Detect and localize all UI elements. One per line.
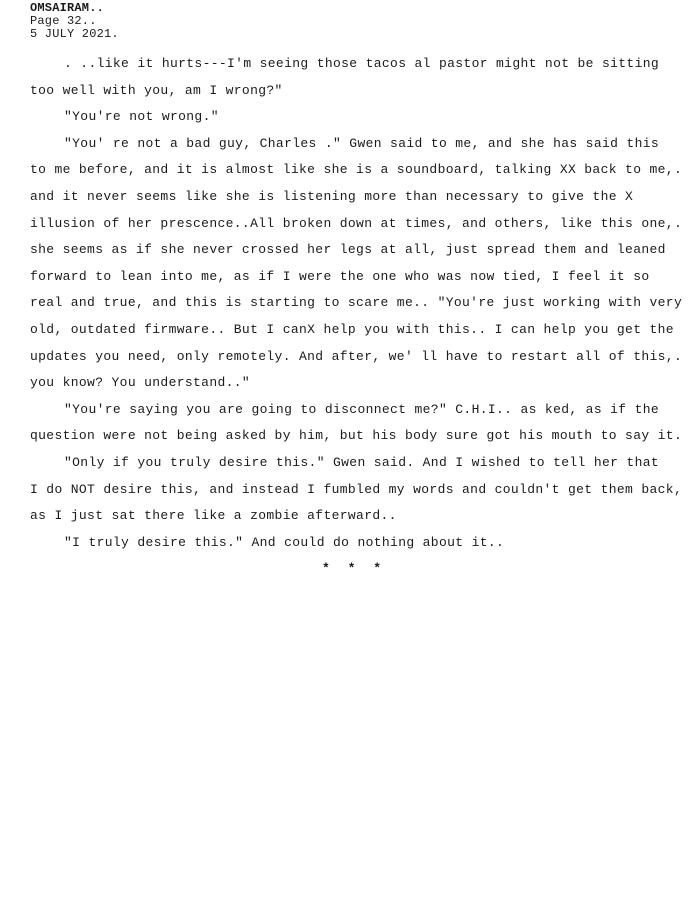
page-number: Page 32.. <box>30 14 97 28</box>
text-line: illusion of her prescence..All broken down at times, and others, like this one,. <box>30 215 683 231</box>
section-separator: * * * <box>322 561 387 577</box>
text-line: as I just sat there like a zombie afterward.. <box>30 508 397 524</box>
text-line: "I truly desire this." And could do nothing about it.. <box>64 534 505 550</box>
page-header <box>30 2 119 41</box>
text-line: question were not being asked by him, but his body sure got his mouth to say it. <box>30 428 683 444</box>
text-line: to me before, and it is almost like she is a soundboard, talking XX back to me,. <box>30 162 683 178</box>
text-line: "You're not wrong." <box>64 109 219 125</box>
text-line: "Only if you truly desire this." Gwen said. And I wished to tell her that <box>64 454 660 470</box>
text-line: and it never seems like she is listening more than necessary to give the X <box>30 188 634 204</box>
text-line: "You're saying you are going to disconnect me?" C.H.I.. as ked, as if the <box>64 401 660 417</box>
page-date: 5 JULY 2021. <box>30 27 119 41</box>
text-line: forward to lean into me, as if I were the one who was now tied, I feel it so <box>30 268 650 284</box>
text-line: real and true, and this is starting to scare me.. "You're just working with very <box>30 295 683 311</box>
text-line: she seems as if she never crossed her legs at all, just spread them and leaned <box>30 242 666 258</box>
text-line: updates you need, only remotely. And after, we' ll have to restart all of this,. <box>30 348 683 364</box>
text-line: you know? You understand.." <box>30 375 251 391</box>
text-line: I do NOT desire this, and instead I fumbled my words and couldn't get them back, <box>30 481 683 497</box>
text-line: old, outdated firmware.. But I canX help you with this.. I can help you get the <box>30 321 674 337</box>
text-line: . ..like it hurts---I'm seeing those tacos al pastor might not be sitting <box>64 56 660 71</box>
header-title: OMSAIRAM.. <box>30 1 105 15</box>
text-line: "You' re not a bad guy, Charles ." Gwen said to me, and she has said this <box>64 135 660 151</box>
manuscript-body <box>30 51 683 582</box>
text-line: too well with you, am I wrong?" <box>30 82 283 98</box>
